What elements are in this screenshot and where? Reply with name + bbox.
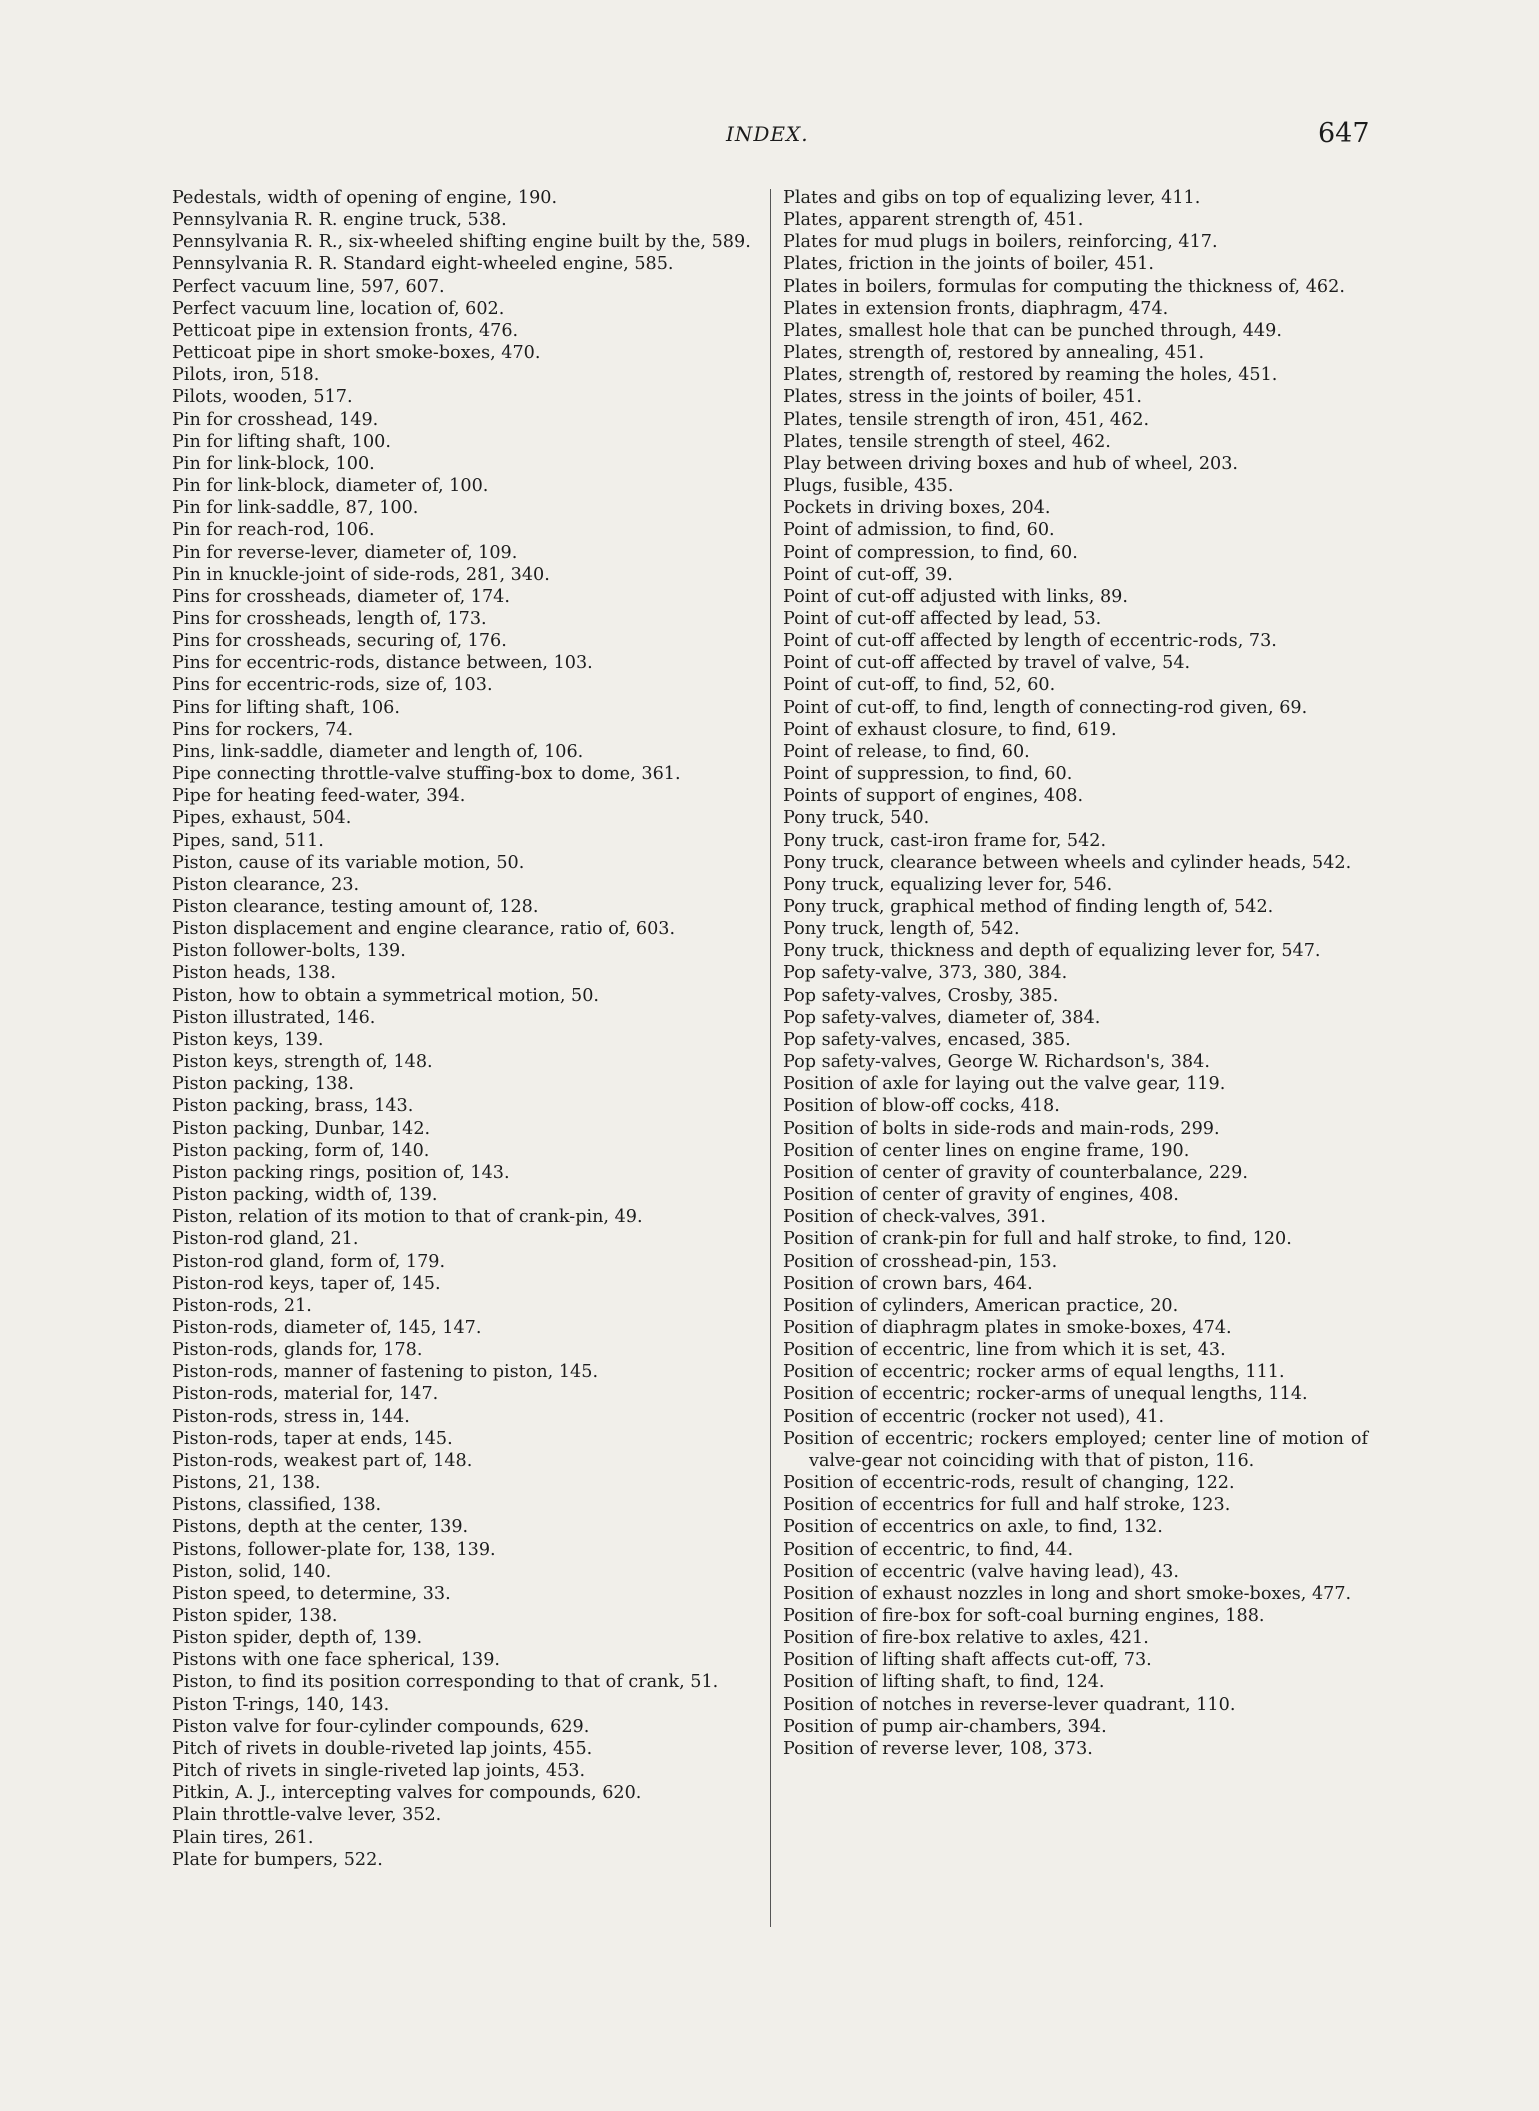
index-entry: Pins, link-saddle, diameter and length of, 106. (172, 741, 584, 762)
index-entry: Pitch of rivets in double-riveted lap joints, 455. (172, 1738, 593, 1759)
index-entry: Pipe for heating feed-water, 394. (172, 786, 466, 807)
index-entry: Pop safety-valve, 373, 380, 384. (783, 963, 1068, 984)
index-entry: Position of cylinders, American practice, 20. (783, 1295, 1179, 1316)
index-entry: Piston packing rings, position of, 143. (172, 1162, 510, 1183)
index-entry: Piston follower-bolts, 139. (172, 941, 406, 962)
index-entry: Perfect vacuum line, location of, 602. (172, 298, 505, 319)
index-entry: Piston speed, to determine, 33. (172, 1583, 451, 1604)
index-entry: Piston displacement and engine clearance, ratio of, 603. (172, 919, 676, 940)
index-entry: Pistons, follower-plate for, 138, 139. (172, 1539, 496, 1560)
index-entry: Position of center of gravity of engines, 408. (783, 1185, 1179, 1206)
index-entry: Pipe connecting throttle-valve stuffing-box to dome, 361. (172, 764, 681, 785)
index-entry: Position of blow-off cocks, 418. (783, 1096, 1060, 1117)
index-entry: Position of eccentric; rocker arms of equal lengths, 111. (783, 1362, 1285, 1383)
index-entry: Petticoat pipe in extension fronts, 476. (172, 320, 519, 341)
index-entry: Plates, strength of, restored by annealing, 451. (783, 343, 1205, 364)
index-entry: Position of eccentric (valve having lead), 43. (783, 1561, 1179, 1582)
index-entry: Plates in extension fronts, diaphragm, 474. (783, 298, 1169, 319)
index-entry: Point of cut-off, to find, length of connecting-rod given, 69. (783, 697, 1308, 718)
index-entry: Pins for crossheads, length of, 173. (172, 608, 487, 629)
index-entry: Pedestals, width of opening of engine, 190. (172, 188, 558, 208)
index-entry: Piston-rods, taper at ends, 145. (172, 1428, 453, 1449)
index-entry: Pennsylvania R. R. Standard eight-wheeled engine, 585. (172, 254, 674, 275)
index-entry: Position of lifting shaft affects cut-off, 73. (783, 1650, 1152, 1671)
index-entry: Piston, cause of its variable motion, 50. (172, 852, 525, 873)
index-entry: Pins for eccentric-rods, size of, 103. (172, 675, 493, 696)
index-entry: Point of admission, to find, 60. (783, 520, 1055, 541)
index-entry: Piston packing, brass, 143. (172, 1096, 414, 1117)
index-entry: Plain tires, 261. (172, 1827, 314, 1848)
index-entry: Position of bolts in side-rods and main-rods, 299. (783, 1118, 1220, 1139)
page-number: 647 (1318, 118, 1370, 149)
index-entry: Position of exhaust nozzles in long and short smoke-boxes, 477. (783, 1583, 1352, 1604)
index-entry: Position of fire-box relative to axles, 421. (783, 1628, 1149, 1649)
index-entry: Piston T-rings, 140, 143. (172, 1694, 390, 1715)
index-entry: Pop safety-valves, diameter of, 384. (783, 1007, 1101, 1028)
index-entry: Position of eccentric-rods, result of changing, 122. (783, 1473, 1235, 1494)
index-entry: Pins for rockers, 74. (172, 719, 354, 740)
index-entry: Pony truck, clearance between wheels and cylinder heads, 542. (783, 852, 1352, 873)
index-entry: Point of compression, to find, 60. (783, 542, 1078, 563)
index-entry: Pistons, classified, 138. (172, 1495, 382, 1516)
running-title: INDEX. (726, 122, 809, 146)
index-entry: Point of release, to find, 60. (783, 741, 1030, 762)
index-entry: Position of fire-box for soft-coal burning engines, 188. (783, 1606, 1265, 1626)
index-entry: Position of crosshead-pin, 153. (783, 1251, 1058, 1272)
index-entry: Position of eccentric (rocker not used), 41. (783, 1406, 1165, 1427)
index-entry: Pockets in driving boxes, 204. (783, 498, 1051, 519)
index-entry: Piston-rods, diameter of, 145, 147. (172, 1317, 482, 1338)
index-column-right (783, 187, 1368, 1760)
index-entry: Pipes, exhaust, 504. (172, 808, 352, 829)
index-entry: Position of diaphragm plates in smoke-boxes, 474. (783, 1317, 1232, 1338)
index-entry: Point of cut-off, to find, 52, 60. (783, 675, 1056, 696)
index-entry: Point of cut-off adjusted with links, 89. (783, 586, 1128, 607)
index-entry: Position of crown bars, 464. (783, 1273, 1033, 1294)
index-entry: Pitch of rivets in single-riveted lap joints, 453. (172, 1761, 586, 1782)
index-entry: Plates, strength of, restored by reaming the holes, 451. (783, 365, 1278, 386)
index-entry: Position of eccentric; rocker-arms of unequal lengths, 114. (783, 1384, 1308, 1405)
index-entry: Position of reverse lever, 108, 373. (783, 1738, 1093, 1759)
index-entry: Piston-rod keys, taper of, 145. (172, 1273, 441, 1294)
index-entry: Plate for bumpers, 522. (172, 1849, 383, 1870)
index-entry: Piston clearance, testing amount of, 128. (172, 897, 539, 917)
index-entry: Piston packing, width of, 139. (172, 1185, 438, 1206)
index-entry: Position of center lines on engine frame, 190. (783, 1140, 1190, 1161)
index-entry: Pennsylvania R. R. engine truck, 538. (172, 210, 507, 231)
index-entry: Pilots, iron, 518. (172, 365, 320, 386)
index-entry: Pony truck, cast-iron frame for, 542. (783, 830, 1107, 851)
index-entry: Plates in boilers, formulas for computing the thickness of, 462. (783, 276, 1345, 297)
index-entry: Pistons, depth at the center, 139. (172, 1517, 469, 1538)
index-entry: Pipes, sand, 511. (172, 830, 324, 851)
column-divider (770, 189, 771, 1927)
index-entry: Point of cut-off, 39. (783, 564, 953, 585)
index-entry: Plates, tensile strength of steel, 462. (783, 431, 1111, 452)
index-entry: Piston, how to obtain a symmetrical motion, 50. (172, 985, 600, 1006)
index-entry: Position of axle for laying out the valve gear, 119. (783, 1074, 1226, 1095)
index-entry: Pistons, 21, 138. (172, 1473, 321, 1494)
index-entry: Pony truck, graphical method of finding length of, 542. (783, 897, 1274, 917)
index-entry: Plates, tensile strength of iron, 451, 462. (783, 409, 1150, 430)
index-entry: Plates for mud plugs in boilers, reinforcing, 417. (783, 232, 1218, 253)
index-entry: Position of eccentric, line from which it is set, 43. (783, 1340, 1226, 1361)
index-entry: Plain throttle-valve lever, 352. (172, 1805, 442, 1826)
index-entry: Position of notches in reverse-lever quadrant, 110. (783, 1694, 1236, 1715)
index-entry: Pony truck, length of, 542. (783, 919, 1020, 940)
index-entry: Pilots, wooden, 517. (172, 387, 353, 408)
index-entry: Position of eccentrics for full and half stroke, 123. (783, 1495, 1231, 1516)
index-entry: Petticoat pipe in short smoke-boxes, 470. (172, 343, 541, 364)
index-entry: Piston keys, strength of, 148. (172, 1052, 433, 1073)
index-entry: Piston-rod gland, 21. (172, 1229, 359, 1250)
index-entry: Piston-rods, 21. (172, 1295, 312, 1316)
index-entry: Pin for link-saddle, 87, 100. (172, 498, 419, 519)
index-entry: Piston-rods, glands for, 178. (172, 1340, 423, 1361)
page-header (0, 118, 1539, 158)
index-entry: Pins for crossheads, diameter of, 174. (172, 586, 510, 607)
index-entry: Piston spider, depth of, 139. (172, 1628, 423, 1649)
index-entry: Plates, friction in the joints of boiler, 451. (783, 254, 1154, 275)
index-entry: Pennsylvania R. R., six-wheeled shifting engine built by the, 589. (172, 232, 751, 253)
index-column-left (172, 187, 759, 1871)
index-entry: Pin for crosshead, 149. (172, 409, 379, 430)
index-entry: Piston packing, Dunbar, 142. (172, 1118, 431, 1139)
index-entry: Plates, stress in the joints of boiler, 451. (783, 387, 1142, 408)
index-entry: Piston clearance, 23. (172, 874, 360, 895)
index-entry: Piston, to find its position corresponding to that of crank, 51. (172, 1672, 719, 1693)
index-entry: Position of lifting shaft, to find, 124. (783, 1672, 1105, 1693)
index-entry: Point of exhaust closure, to find, 619. (783, 719, 1117, 740)
index-entry: Piston packing, 138. (172, 1074, 354, 1095)
index-entry: Pin in knuckle-joint of side-rods, 281, 340. (172, 564, 550, 585)
index-entry: Pop safety-valves, encased, 385. (783, 1029, 1071, 1050)
index-entry: Pin for link-block, diameter of, 100. (172, 476, 489, 497)
index-entry: Piston-rods, stress in, 144. (172, 1406, 410, 1427)
index-entry: Position of eccentrics on axle, to find, 132. (783, 1517, 1163, 1538)
index-entry: Piston-rod gland, form of, 179. (172, 1251, 446, 1272)
index-entry: Piston heads, 138. (172, 963, 336, 984)
index-entry: Point of cut-off affected by travel of valve, 54. (783, 653, 1191, 674)
index-entry: Position of center of gravity of counterbalance, 229. (783, 1162, 1248, 1183)
index-entry: Piston illustrated, 146. (172, 1007, 376, 1028)
index-entry: Pony truck, 540. (783, 808, 930, 829)
index-entry: Piston-rods, material for, 147. (172, 1384, 439, 1405)
index-entry: Point of cut-off affected by length of eccentric-rods, 73. (783, 631, 1277, 652)
index-entry: Position of pump air-chambers, 394. (783, 1716, 1107, 1737)
index-entry: Plugs, fusible, 435. (783, 476, 954, 497)
index-entry: Pin for lifting shaft, 100. (172, 431, 391, 452)
index-entry: Pins for lifting shaft, 106. (172, 697, 400, 718)
index-entry: Pin for reverse-lever, diameter of, 109. (172, 542, 518, 563)
index-entry: Points of support of engines, 408. (783, 786, 1084, 807)
index-entry: Plates and gibs on top of equalizing lever, 411. (783, 188, 1201, 208)
index-entry: Pin for link-block, 100. (172, 453, 375, 474)
index-entry: Point of cut-off affected by lead, 53. (783, 608, 1102, 629)
index-entry: Position of check-valves, 391. (783, 1207, 1046, 1228)
index-entry: Play between driving boxes and hub of wheel, 203. (783, 453, 1238, 474)
index-entry: Pop safety-valves, George W. Richardson's, 384. (783, 1052, 1210, 1073)
index-entry: Piston-rods, weakest part of, 148. (172, 1450, 473, 1471)
index-entry: Point of suppression, to find, 60. (783, 764, 1073, 785)
index-entry: Pitkin, A. J., intercepting valves for compounds, 620. (172, 1783, 642, 1804)
index-entry: Pony truck, equalizing lever for, 546. (783, 874, 1113, 895)
index-entry: Position of eccentric; rockers employed; center line of motion of valve-gear not coinciding with that of piston, 116. (783, 1428, 1368, 1471)
index-entry: Piston, relation of its motion to that of crank-pin, 49. (172, 1207, 643, 1228)
index-entry: Position of crank-pin for full and half stroke, to find, 120. (783, 1229, 1292, 1250)
index-entry: Pins for eccentric-rods, distance between, 103. (172, 653, 593, 674)
index-entry: Piston spider, 138. (172, 1606, 338, 1626)
index-entry: Piston, solid, 140. (172, 1561, 332, 1582)
index-entry: Pop safety-valves, Crosby, 385. (783, 985, 1059, 1006)
index-entry: Pins for crossheads, securing of, 176. (172, 631, 507, 652)
index-entry: Perfect vacuum line, 597, 607. (172, 276, 445, 297)
index-entry: Plates, apparent strength of, 451. (783, 210, 1084, 231)
index-entry: Pin for reach-rod, 106. (172, 520, 375, 541)
index-entry: Piston-rods, manner of fastening to piston, 145. (172, 1362, 599, 1383)
index-entry: Pistons with one face spherical, 139. (172, 1650, 500, 1671)
index-entry: Pony truck, thickness and depth of equalizing lever for, 547. (783, 941, 1321, 962)
index-entry: Position of eccentric, to find, 44. (783, 1539, 1074, 1560)
index-entry: Plates, smallest hole that can be punched through, 449. (783, 320, 1282, 341)
index-entry: Piston keys, 139. (172, 1029, 324, 1050)
index-entry: Piston packing, form of, 140. (172, 1140, 430, 1161)
index-entry: Piston valve for four-cylinder compounds, 629. (172, 1716, 590, 1737)
